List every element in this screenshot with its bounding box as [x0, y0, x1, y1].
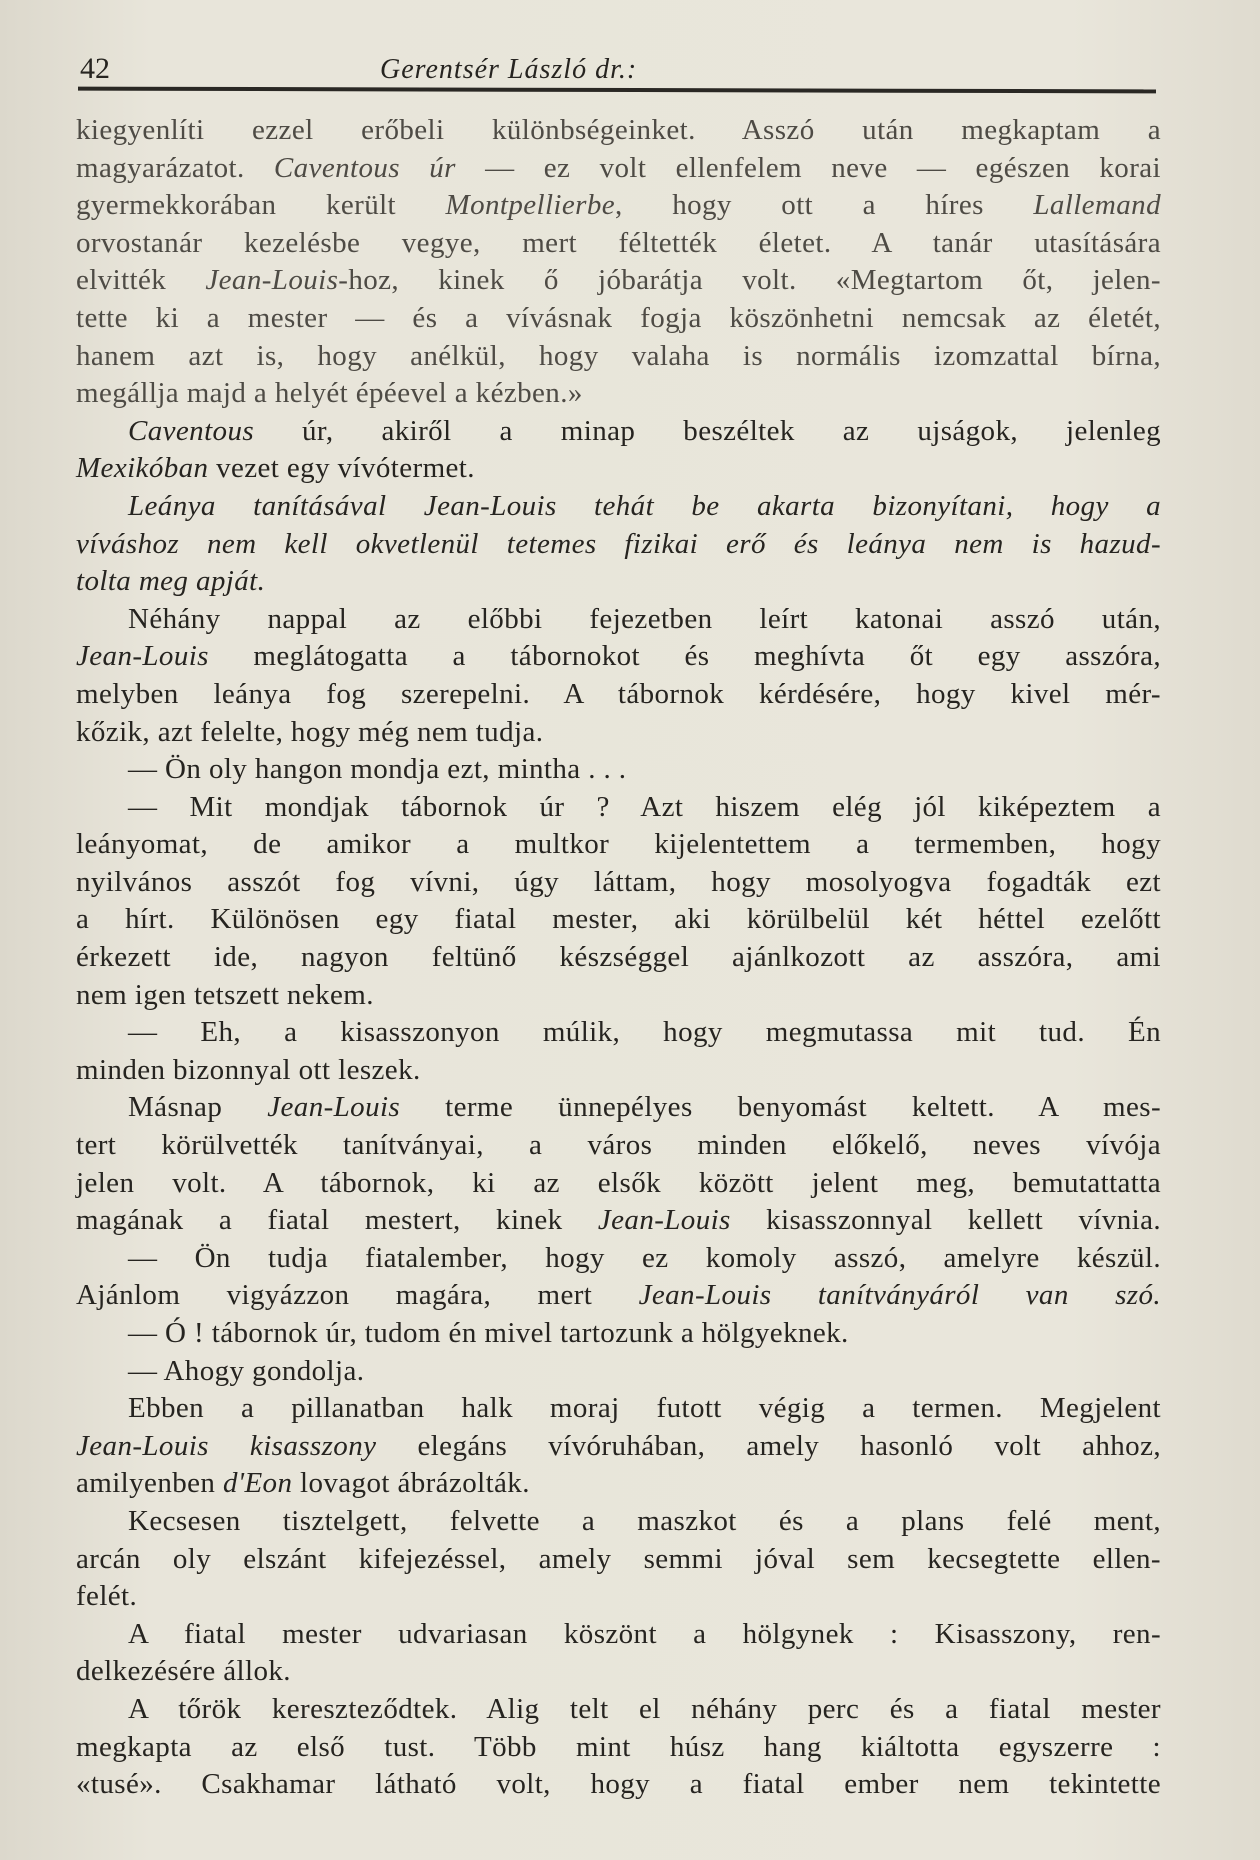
text-segment: tette ki a mester — és a vívásnak fogja köszönhetni nemcsak az életét,	[76, 301, 1161, 334]
text-line	[76, 826, 1161, 864]
text-line	[76, 488, 1161, 526]
text-line	[76, 901, 1161, 939]
text-segment: hanem azt is, hogy anélkül, hogy valaha is normális izomzattal bírna,	[76, 339, 1161, 372]
text-line	[76, 1766, 1161, 1804]
running-head: Gerentsér László dr.:	[380, 54, 638, 85]
text-line	[76, 1277, 1161, 1315]
text-segment: amilyenben	[76, 1467, 223, 1500]
text-segment: «tusé». Csakhamar látható volt, hogy a fiatal ember nem tekintette	[76, 1768, 1161, 1801]
text-segment: -hoz, kinek ő jóbarátja volt. «Megtartom őt, jelen-	[338, 264, 1161, 297]
text-segment: Kecsesen tisztelgett, felvette a maszkot és a plans felé ment,	[128, 1504, 1161, 1537]
text-line	[76, 450, 1161, 488]
text-line	[76, 714, 1161, 752]
text-line	[76, 676, 1161, 714]
text-line	[76, 150, 1161, 188]
text-segment: érkezett ide, nagyon feltünő készséggel ajánlkozott az asszóra, ami	[76, 941, 1161, 974]
text-segment: elvitték	[76, 264, 206, 297]
page-header	[80, 52, 1155, 86]
text-segment: gyermekkorában került	[76, 189, 446, 222]
text-segment: — ez volt ellenfelem neve — egészen korai	[455, 151, 1161, 184]
text-line	[76, 112, 1161, 150]
text-line	[76, 1052, 1161, 1090]
text-segment: megállja majd a helyét épéevel a kézben.»	[76, 377, 583, 410]
text-line	[76, 1691, 1161, 1729]
text-line	[76, 375, 1161, 413]
text-segment: kőzik, azt felelte, hogy még nem tudja.	[76, 715, 544, 748]
body-text	[76, 112, 1161, 1804]
text-segment: A fiatal mester udvariasan köszönt a hölgynek : Kisasszony, ren-	[128, 1617, 1161, 1650]
text-segment: úr, akiről a minap beszéltek az ujságok, jelenleg	[254, 414, 1161, 447]
text-line	[76, 1014, 1161, 1052]
text-segment: vezet egy vívótermet.	[208, 452, 475, 485]
text-line	[76, 1465, 1161, 1503]
italic-text: Jean-Louis	[597, 1204, 731, 1237]
text-line	[76, 939, 1161, 977]
text-segment: lovagot ábrázolták.	[292, 1467, 530, 1500]
text-line	[76, 1127, 1161, 1165]
italic-text: Jean-Louis kisasszony	[76, 1429, 377, 1462]
text-segment: felét.	[76, 1580, 138, 1613]
text-segment: arcán oly elszánt kifejezéssel, amely semmi jóval sem kecsegtette ellen-	[76, 1542, 1161, 1575]
text-segment: leányomat, de amikor a multkor kijelentettem a termemben, hogy	[76, 828, 1161, 861]
text-segment: , hogy ott a híres	[615, 189, 1034, 222]
italic-text: Jean-Louis tanítványáról van szó.	[638, 1279, 1161, 1312]
italic-text: Caventous úr	[273, 151, 456, 184]
text-line	[76, 300, 1161, 338]
text-line	[76, 1390, 1161, 1428]
text-line	[76, 1240, 1161, 1278]
text-line	[76, 1202, 1161, 1240]
text-segment: — Ön oly hangon mondja ezt, mintha . . .	[128, 753, 627, 786]
italic-text: tolta meg apját.	[76, 565, 266, 598]
text-line	[76, 1729, 1161, 1767]
text-segment: — Ó ! tábornok úr, tudom én mivel tartozunk a hölgyeknek.	[128, 1317, 849, 1349]
text-line	[76, 526, 1161, 564]
text-segment: Ebben a pillanatban halk moraj futott végig a termen. Megjelent	[128, 1392, 1161, 1425]
text-segment: terme ünnepélyes benyomást keltett. A mes-	[400, 1091, 1161, 1124]
text-line	[76, 338, 1161, 376]
text-segment: orvostanár kezelésbe vegye, mert féltették életet. A tanár utasítására	[76, 226, 1161, 259]
text-line	[76, 262, 1161, 300]
text-line	[76, 977, 1161, 1015]
text-segment: magyarázatot.	[76, 151, 274, 184]
text-line	[76, 751, 1161, 789]
text-line	[76, 601, 1161, 639]
text-line	[76, 187, 1161, 225]
text-line	[76, 1578, 1161, 1616]
header-rule	[78, 87, 1156, 94]
text-line	[76, 1315, 1161, 1353]
text-line	[76, 1541, 1161, 1579]
text-segment: A tőrök kereszteződtek. Alig telt el néhány perc és a fiatal mester	[128, 1692, 1161, 1725]
text-line	[76, 1653, 1161, 1691]
italic-text: Jean-Louis	[205, 264, 339, 297]
text-line	[76, 1428, 1161, 1466]
text-segment: kisasszonnyal kellett vívnia.	[730, 1204, 1161, 1237]
text-line	[76, 1165, 1161, 1203]
italic-text: víváshoz nem kell okvetlenül tetemes fizikai erő és leánya nem is hazud-	[76, 527, 1161, 560]
text-segment: — Eh, a kisasszonyon múlik, hogy megmutassa mit tud. Én	[128, 1016, 1161, 1049]
text-line	[76, 413, 1161, 451]
italic-text: d'Eon	[222, 1467, 293, 1500]
text-segment: Másnap	[128, 1091, 268, 1124]
text-line	[76, 789, 1161, 827]
text-segment: melyben leánya fog szerepelni. A tábornok kérdésére, hogy kivel mér-	[76, 677, 1161, 710]
italic-text: Jean-Louis	[76, 640, 209, 673]
text-segment: meglátogatta a tábornokot és meghívta őt egy asszóra,	[208, 640, 1161, 673]
text-line	[76, 1353, 1161, 1391]
text-segment: kiegyenlíti ezzel erőbeli különbségeinket. Asszó után megkaptam a	[76, 114, 1161, 146]
text-segment: jelen volt. A tábornok, ki az elsők között jelent meg, bemutattatta	[76, 1166, 1161, 1199]
text-segment: tert körülvették tanítványai, a város minden előkelő, neves vívója	[76, 1129, 1161, 1162]
text-segment: elegáns vívóruhában, amely hasonló volt ahhoz,	[376, 1429, 1161, 1462]
italic-text: Lallemand	[1033, 189, 1161, 222]
italic-text: Montpellierbe	[445, 189, 616, 222]
text-line	[76, 1089, 1161, 1127]
italic-text: Mexikóban	[76, 452, 209, 485]
text-segment: Ajánlom vigyázzon magára, mert	[76, 1279, 639, 1312]
italic-text: Caventous	[128, 414, 255, 447]
italic-text: Leánya tanításával Jean-Louis tehát be akarta bizonyítani, hogy a	[128, 489, 1161, 522]
page-number: 42	[80, 52, 110, 85]
text-line	[76, 638, 1161, 676]
text-segment: nyilvános asszót fog vívni, úgy láttam, hogy mosolyogva fogadták ezt	[76, 865, 1161, 898]
text-segment: — Ahogy gondolja.	[128, 1354, 365, 1387]
text-segment: minden bizonnyal ott leszek.	[76, 1053, 421, 1086]
text-segment: — Ön tudja fiatalember, hogy ez komoly asszó, amelyre készül.	[128, 1241, 1161, 1274]
text-line	[76, 1503, 1161, 1541]
text-line	[76, 225, 1161, 263]
text-segment: magának a fiatal mestert, kinek	[76, 1204, 598, 1237]
text-segment: nem igen tetszett nekem.	[76, 978, 374, 1011]
text-line	[76, 864, 1161, 902]
italic-text: Jean-Louis	[267, 1091, 401, 1124]
text-segment: — Mit mondjak tábornok úr ? Azt hiszem elég jól kiképeztem a	[128, 790, 1161, 823]
text-segment: Néhány nappal az előbbi fejezetben leírt katonai asszó után,	[128, 602, 1161, 635]
text-segment: megkapta az első tust. Több mint húsz hang kiáltotta egyszerre :	[76, 1730, 1161, 1763]
text-line	[76, 1616, 1161, 1654]
text-segment: delkezésére állok.	[76, 1655, 291, 1688]
text-segment: a hírt. Különösen egy fiatal mester, aki körülbelül két héttel ezelőtt	[76, 903, 1161, 936]
text-line	[76, 563, 1161, 601]
